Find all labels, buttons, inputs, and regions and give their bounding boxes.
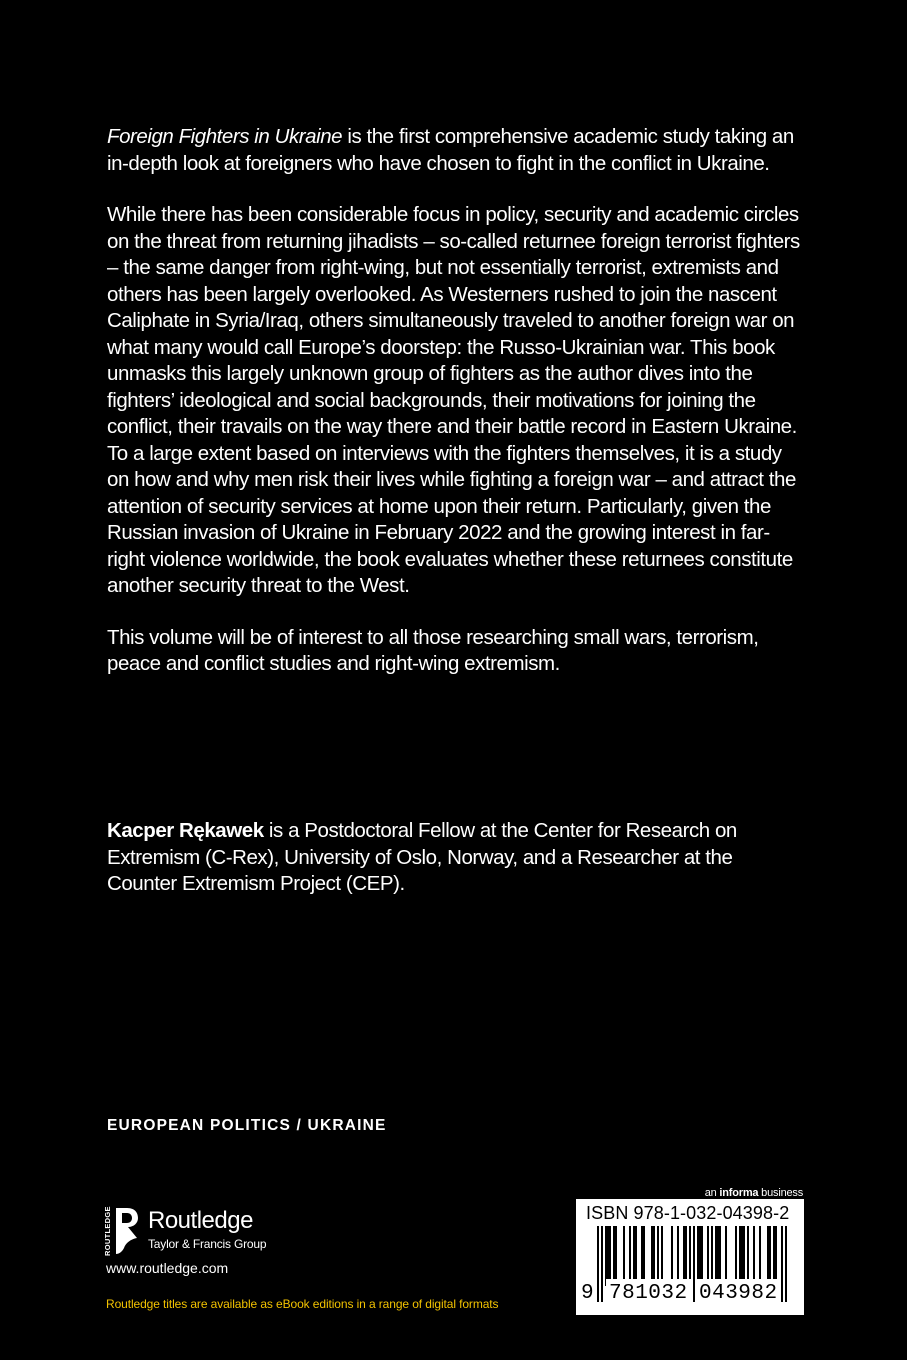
barcode-bar	[741, 1226, 743, 1286]
barcode-bar	[697, 1226, 699, 1286]
barcode-bar	[775, 1226, 777, 1286]
isbn-barcode	[576, 1199, 804, 1315]
publisher-group: Taylor & Francis Group	[148, 1237, 267, 1251]
publisher-website: www.routledge.com	[106, 1260, 229, 1276]
barcode-bar	[607, 1226, 609, 1286]
barcode-bar	[773, 1226, 775, 1286]
barcode-bar	[701, 1226, 703, 1286]
barcode-bar	[615, 1226, 617, 1286]
barcode-bar	[717, 1226, 719, 1286]
barcode-bar	[685, 1226, 687, 1286]
barcode-bar	[605, 1226, 607, 1286]
author-bio-text: is a Postdoctoral Fellow at the Center for Research on Extremism (C-Rex), University of Oslo, Norway, and a Researcher at the Counter Extremism Project (CEP).	[107, 819, 737, 895]
barcode-bar	[735, 1226, 737, 1286]
barcode-bar	[747, 1226, 749, 1286]
barcode-bar	[719, 1226, 721, 1286]
barcode-bar	[699, 1226, 701, 1286]
description-paragraph-1-text: is the first comprehensive academic study taking an in-depth look at foreigners who have chosen to fight in the conflict in Ukraine.	[107, 125, 794, 175]
barcode-bar	[635, 1226, 637, 1286]
barcode-bar	[683, 1226, 685, 1286]
barcode-bar	[677, 1226, 679, 1286]
description-paragraph-1	[107, 124, 807, 177]
informa-business-label	[705, 1187, 803, 1199]
barcode-bar	[633, 1226, 635, 1286]
barcode-bar	[657, 1226, 659, 1286]
barcode-bar	[661, 1226, 663, 1286]
author-name: Kacper Rękawek	[107, 819, 264, 842]
barcode-bar	[743, 1226, 745, 1286]
barcode-bar	[753, 1226, 755, 1286]
book-title: Foreign Fighters in Ukraine	[107, 125, 343, 148]
routledge-logo-icon	[114, 1206, 140, 1256]
barcode-left-digits: 781032	[606, 1279, 691, 1309]
publisher-name: Routledge	[148, 1207, 253, 1234]
barcode-bar	[759, 1226, 761, 1286]
barcode-bar	[651, 1226, 653, 1286]
routledge-logo	[103, 1206, 303, 1256]
informa-prefix: an	[704, 1187, 720, 1199]
barcode-bar	[767, 1226, 769, 1286]
barcode-bar	[711, 1226, 713, 1286]
book-description	[107, 124, 807, 678]
informa-brand: informa	[719, 1187, 759, 1199]
description-paragraph-3: This volume will be of interest to all those researching small wars, terrorism, peace and conflict studies and right-wing extremism.	[107, 625, 759, 675]
author-bio	[107, 818, 807, 898]
subject-category: EUROPEAN POLITICS / UKRAINE	[107, 1117, 387, 1134]
barcode-bar	[653, 1226, 655, 1286]
barcode-digits	[576, 1279, 804, 1313]
barcode-right-digits: 043982	[696, 1279, 781, 1309]
routledge-vertical-wordmark: ROUTLEDGE	[103, 1206, 112, 1256]
barcode-first-digit: 9	[581, 1282, 594, 1305]
barcode-bar	[613, 1226, 615, 1286]
barcode-bar	[609, 1226, 611, 1286]
barcode-bar	[739, 1226, 741, 1286]
barcode-bar	[671, 1226, 673, 1286]
barcode-bar	[769, 1226, 771, 1286]
barcode-bar	[629, 1226, 631, 1286]
ebook-availability-note: Routledge titles are available as eBook editions in a range of digital formats	[106, 1297, 499, 1311]
barcode-bar	[725, 1226, 727, 1286]
barcode-bar	[641, 1226, 643, 1286]
informa-suffix: business	[758, 1187, 803, 1199]
barcode-bar	[707, 1226, 709, 1286]
isbn-label: ISBN 978-1-032-04398-2	[586, 1203, 790, 1223]
barcode-bar	[623, 1226, 625, 1286]
description-paragraph-2: While there has been considerable focus in policy, security and academic circles on the threat from returning jihadists – so-called returnee foreign terrorist fighters – the same danger from right-wing, but not essentially terrorist, extremists and others has been largely overlooked. As Westerners rushed to join the nascent Caliphate in Syria/Iraq, others simultaneously traveled to another foreign war on what many would call Europe’s doorstep: the Russo-Ukrainian war. This book unmasks this largely unknown group of fighters as the author dives into the fighters’ ideological and social backgrounds, their motivations for joining the conflict, their travails on the way there and their battle record in Eastern Ukraine. To a large extent based on interviews with the fighters themselves, it is a study on how and why men risk their lives while fighting a foreign war – and attract the attention of security services at home upon their return. Particularly, given the Russian invasion of Ukraine in February 2022 and the growing interest in far-right violence worldwide, the book evaluates whether these returnees constitute another security threat to the West.	[107, 203, 800, 597]
barcode-bar	[715, 1226, 717, 1286]
barcode-bar	[643, 1226, 645, 1286]
